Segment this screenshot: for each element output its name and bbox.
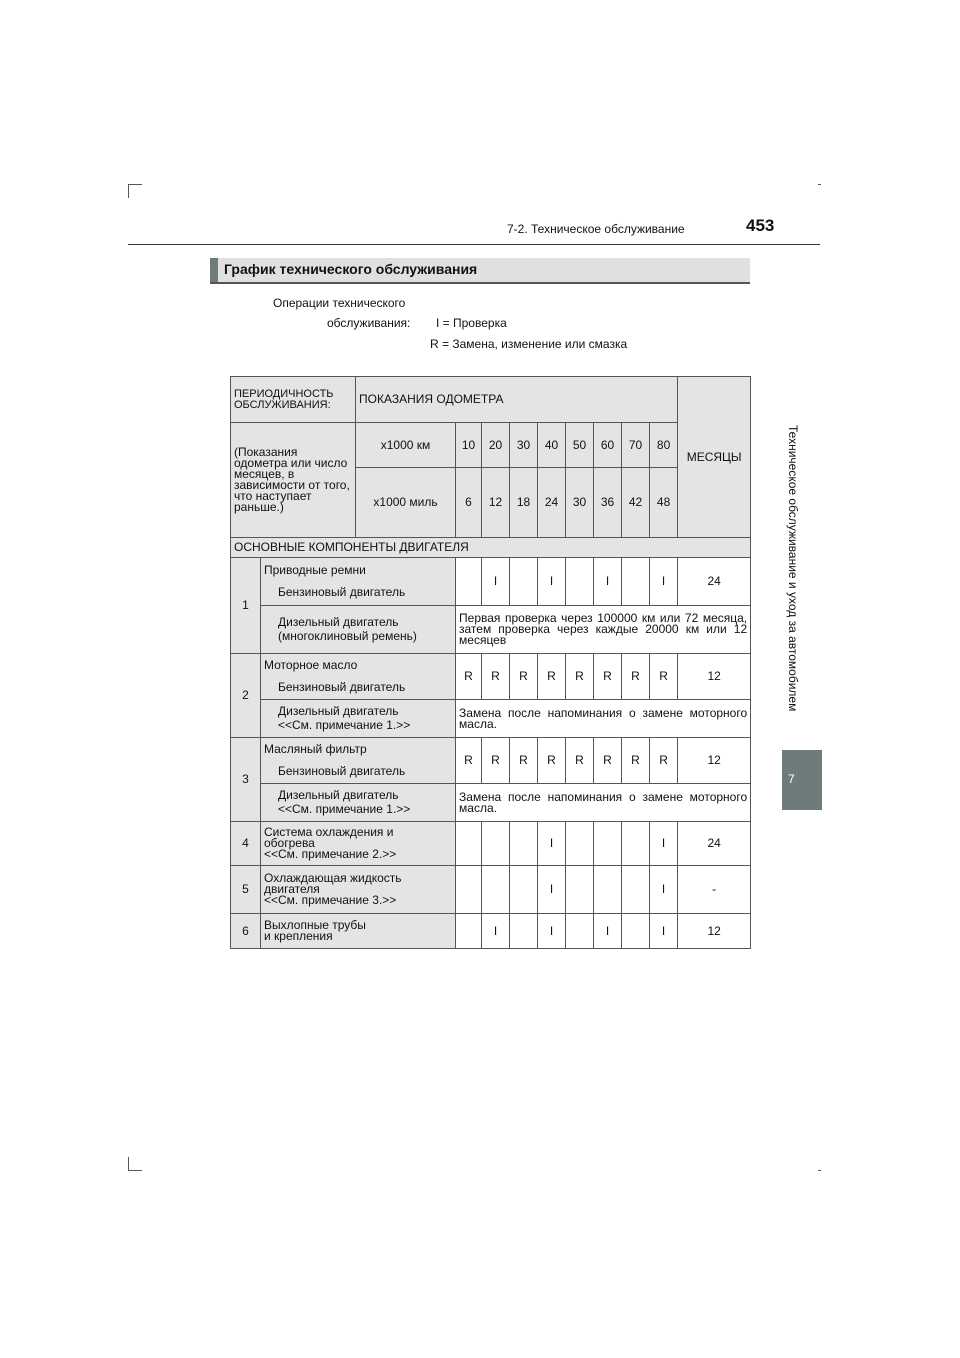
schedule-cell: [510, 558, 538, 606]
item-title-line2: и крепления: [264, 929, 333, 943]
schedule-cell: I: [538, 558, 566, 606]
schedule-cell: [622, 822, 650, 866]
km-value: 30: [510, 423, 538, 468]
section-header: 7-2. Техническое обслуживание: [507, 222, 685, 236]
months-cell: 24: [678, 822, 751, 866]
schedule-cell: [566, 866, 594, 914]
schedule-cell: R: [456, 654, 482, 700]
schedule-cell: R: [456, 738, 482, 784]
diesel-engine-cell: [261, 606, 456, 654]
schedule-cell: I: [594, 914, 622, 949]
schedule-cell: I: [538, 866, 566, 914]
crop-mark-top-right: [818, 184, 821, 185]
interval-note: (Показания одометра или число месяцев, в зависимости от того, что наступает раньше.): [231, 423, 356, 538]
schedule-cell: [622, 914, 650, 949]
crop-mark-bottom-right: [818, 1170, 821, 1171]
mile-value: 48: [650, 468, 678, 538]
km-value: 60: [594, 423, 622, 468]
diesel-engine-sub: <<См. примечание 1.>>: [278, 802, 411, 816]
item-title-line1: Выхлопные трубы: [264, 918, 366, 932]
item-name: [261, 558, 456, 606]
km-value: 80: [650, 423, 678, 468]
schedule-cell: I: [538, 914, 566, 949]
schedule-cell: R: [510, 738, 538, 784]
schedule-cell: [456, 822, 482, 866]
title-accent-bar: [210, 258, 218, 282]
schedule-cell: I: [650, 558, 678, 606]
schedule-cell: R: [482, 738, 510, 784]
schedule-cell: [456, 558, 482, 606]
crop-mark-bottom-left-v: [128, 1157, 129, 1171]
crop-mark-bottom-left-h: [128, 1170, 142, 1171]
schedule-cell: [566, 822, 594, 866]
schedule-cell: R: [594, 654, 622, 700]
page-number: 453: [746, 216, 775, 235]
schedule-cell: [622, 866, 650, 914]
mile-value: 30: [566, 468, 594, 538]
months-cell: 12: [678, 914, 751, 949]
item-number: 2: [231, 654, 261, 738]
months-cell: 12: [678, 654, 751, 700]
km-value: 10: [456, 423, 482, 468]
item-title-line1: Система охлаждения и: [264, 825, 394, 839]
chapter-side-title: Техническое обслуживание и уход за автомобилем: [786, 425, 800, 712]
schedule-cell: [510, 866, 538, 914]
item-title: Масляный фильтр: [264, 742, 367, 756]
legend-i-definition: I = Проверка: [436, 316, 507, 330]
chapter-tab: [782, 750, 822, 810]
section-title-box: [210, 258, 750, 284]
periodicity-label: ПЕРИОДИЧНОСТЬ ОБСЛУЖИВАНИЯ:: [231, 377, 356, 423]
schedule-cell: [482, 822, 510, 866]
section-title: График технического обслуживания: [224, 261, 478, 277]
chapter-number: 7: [788, 772, 795, 786]
header-rule: [128, 244, 820, 245]
km-value: 40: [538, 423, 566, 468]
schedule-cell: [510, 914, 538, 949]
diesel-engine-sub: <<См. примечание 1.>>: [278, 718, 411, 732]
legend-ops-line1: Операции технического: [273, 296, 406, 310]
schedule-cell: [456, 866, 482, 914]
item-name: [261, 738, 456, 784]
schedule-cell: R: [650, 738, 678, 784]
schedule-cell: R: [538, 738, 566, 784]
petrol-engine-label: Бензиновый двигатель: [278, 764, 406, 778]
item-number: 4: [231, 822, 261, 866]
km-label: x1000 км: [356, 423, 456, 468]
item-title-line1: Охлаждающая жидкость: [264, 871, 402, 885]
schedule-cell: [456, 914, 482, 949]
months-cell: -: [678, 866, 751, 914]
legend-r-definition: R = Замена, изменение или смазка: [430, 337, 628, 351]
schedule-cell: I: [650, 914, 678, 949]
schedule-cell: R: [622, 738, 650, 784]
section-row-label: ОСНОВНЫЕ КОМПОНЕНТЫ ДВИГАТЕЛЯ: [231, 538, 751, 558]
item-number: 3: [231, 738, 261, 822]
schedule-cell: R: [594, 738, 622, 784]
maintenance-schedule-table: [230, 376, 751, 949]
schedule-cell: I: [482, 914, 510, 949]
schedule-cell: [594, 822, 622, 866]
mile-value: 12: [482, 468, 510, 538]
diesel-engine-label: Дизельный двигатель: [278, 788, 399, 802]
crop-mark-top-left-v: [128, 184, 129, 198]
schedule-cell: [566, 558, 594, 606]
item-title: Моторное масло: [264, 658, 358, 672]
item-name: [261, 914, 456, 949]
diesel-note: Замена после напоминания о замене моторного масла.: [456, 700, 751, 738]
schedule-cell: I: [482, 558, 510, 606]
schedule-cell: I: [538, 822, 566, 866]
schedule-cell: [622, 558, 650, 606]
schedule-cell: R: [482, 654, 510, 700]
months-label: МЕСЯЦЫ: [678, 377, 751, 538]
crop-mark-top-left-h: [128, 184, 142, 185]
months-cell: 12: [678, 738, 751, 784]
diesel-engine-label: Дизельный двигатель: [278, 704, 399, 718]
item-note-ref: <<См. примечание 3.>>: [264, 893, 397, 907]
schedule-cell: [594, 866, 622, 914]
item-number: 5: [231, 866, 261, 914]
schedule-cell: R: [650, 654, 678, 700]
km-value: 70: [622, 423, 650, 468]
km-value: 20: [482, 423, 510, 468]
schedule-cell: [566, 914, 594, 949]
petrol-engine-label: Бензиновый двигатель: [278, 680, 406, 694]
schedule-cell: I: [594, 558, 622, 606]
diesel-note: Замена после напоминания о замене моторного масла.: [456, 784, 751, 822]
item-number: 1: [231, 558, 261, 654]
diesel-engine-sub: (многоклиновый ремень): [278, 629, 417, 643]
mile-value: 6: [456, 468, 482, 538]
diesel-engine-cell: [261, 784, 456, 822]
legend-ops-line2: обслуживания:: [327, 316, 411, 330]
schedule-cell: I: [650, 866, 678, 914]
item-name: [261, 654, 456, 700]
diesel-engine-cell: [261, 700, 456, 738]
item-name: [261, 866, 456, 914]
schedule-cell: [510, 822, 538, 866]
mile-value: 42: [622, 468, 650, 538]
months-cell: 24: [678, 558, 751, 606]
mile-value: 36: [594, 468, 622, 538]
odometer-label: ПОКАЗАНИЯ ОДОМЕТРА: [356, 377, 678, 423]
item-title: Приводные ремни: [264, 563, 366, 577]
mile-value: 24: [538, 468, 566, 538]
schedule-cell: [482, 866, 510, 914]
schedule-cell: R: [622, 654, 650, 700]
schedule-cell: R: [566, 654, 594, 700]
item-name: [261, 822, 456, 866]
schedule-cell: I: [650, 822, 678, 866]
mile-label: x1000 миль: [356, 468, 456, 538]
item-note-ref: <<См. примечание 2.>>: [264, 847, 397, 861]
mile-value: 18: [510, 468, 538, 538]
km-value: 50: [566, 423, 594, 468]
schedule-cell: R: [566, 738, 594, 784]
item-number: 6: [231, 914, 261, 949]
diesel-engine-label: Дизельный двигатель: [278, 615, 399, 629]
diesel-note: Первая проверка через 100000 км или 72 месяца, затем проверка через каждые 20000 км или 12 месяцев: [456, 606, 751, 654]
schedule-cell: R: [538, 654, 566, 700]
item-title-line2: двигателя: [264, 882, 320, 896]
petrol-engine-label: Бензиновый двигатель: [278, 585, 406, 599]
item-title-line2: обогрева: [264, 836, 315, 850]
schedule-cell: R: [510, 654, 538, 700]
